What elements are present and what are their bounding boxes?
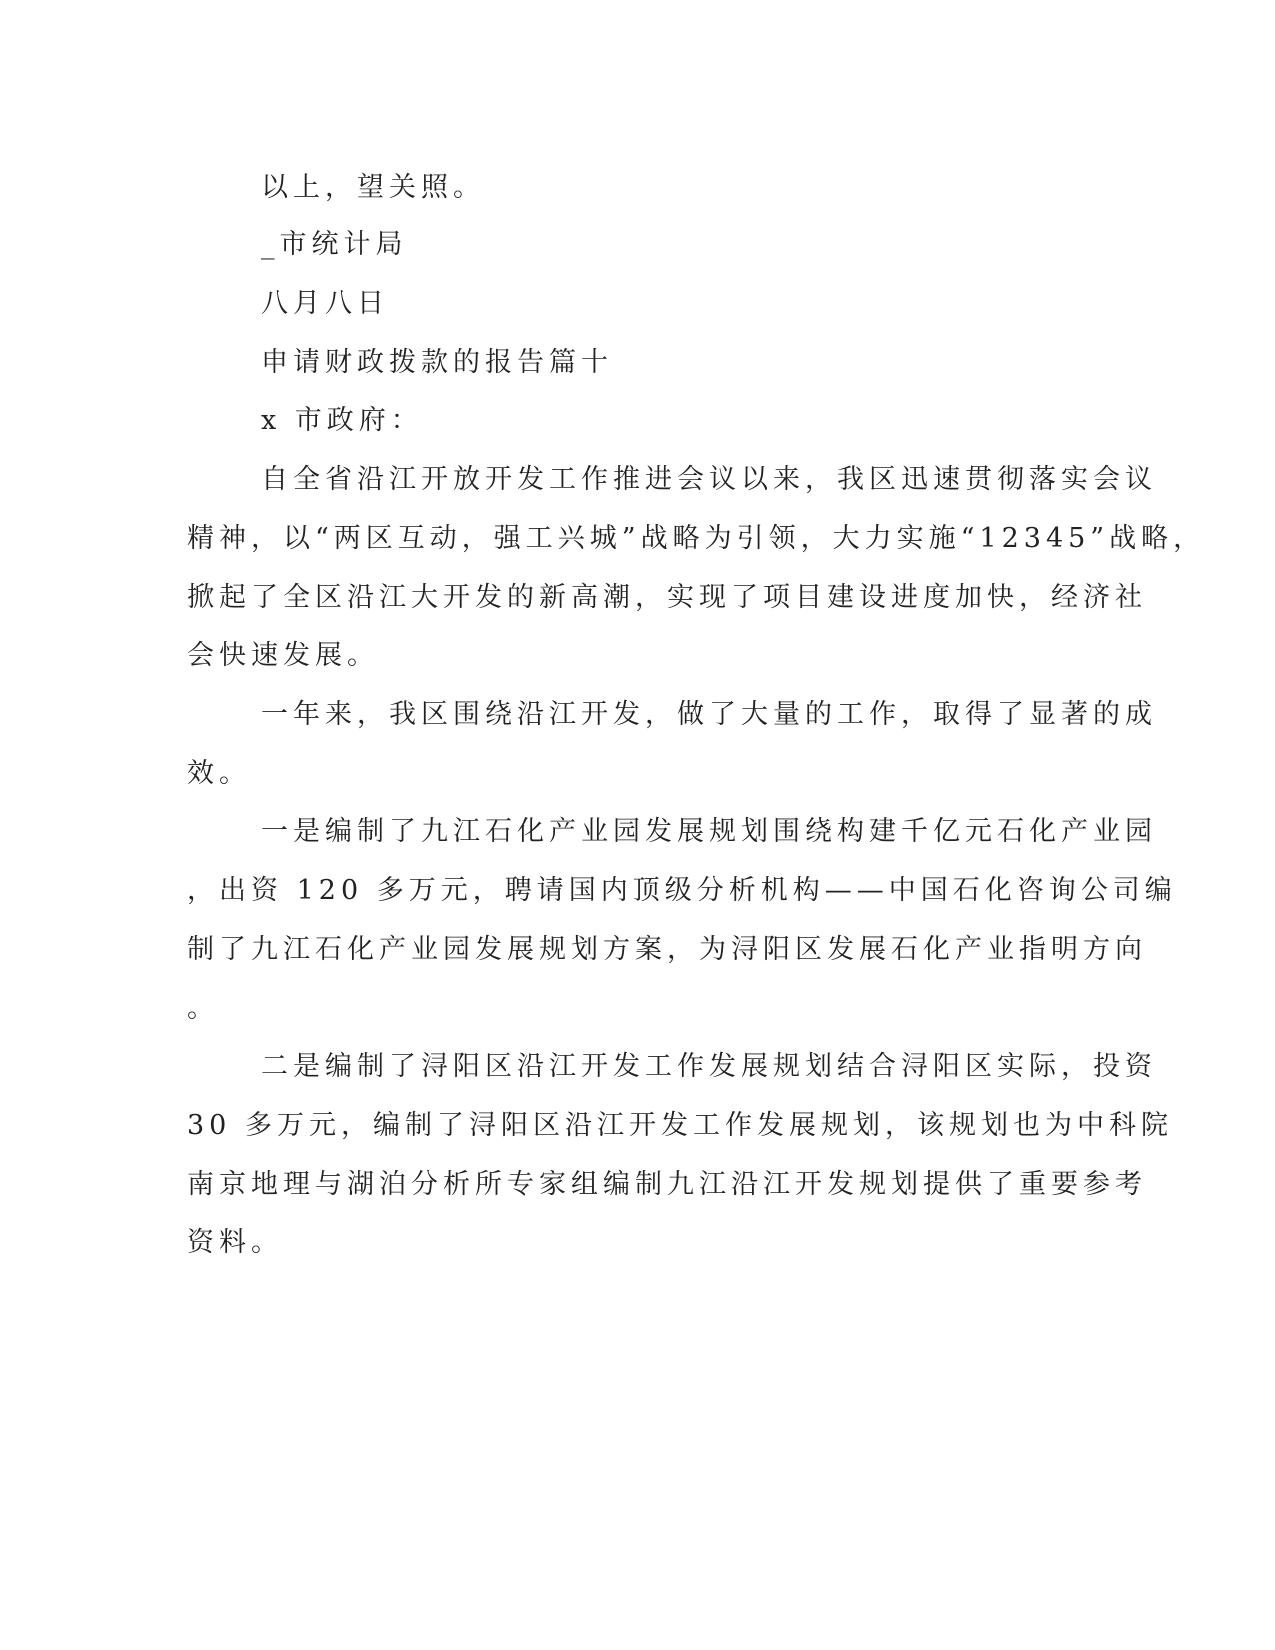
paragraph-line: 制了九江石化产业园发展规划方案，为浔阳区发展石化产业指明方向 [187,934,1147,965]
signature-date: 八月八日 [261,288,389,319]
salutation: x 市政府： [261,405,423,436]
paragraph-line: 自全省沿江开放开发工作推进会议以来，我区迅速贯彻落实会议 [261,464,1157,495]
paragraph-line: 效。 [187,758,251,789]
paragraph-line: 精神，以“两区互动，强工兴城”战略为引领，大力实施“12345”战略， [187,523,1206,554]
paragraph-line: 二是编制了浔阳区沿江开发工作发展规划结合浔阳区实际，投资 [261,1051,1157,1082]
paragraph-line: 30 多万元，编制了浔阳区沿江开发工作发展规划，该规划也为中科院 [187,1110,1173,1141]
paragraph-line: 。 [187,993,219,1024]
signature-org: _市统计局 [261,229,408,260]
section-heading: 申请财政拨款的报告篇十 [261,347,613,378]
paragraph-line: 资料。 [187,1227,283,1258]
paragraph-line: ，出资 120 多万元，聘请国内顶级分析机构——中国石化咨询公司编 [187,875,1177,906]
paragraph-line: 一是编制了九江石化产业园发展规划围绕构建千亿元石化产业园 [261,816,1157,847]
paragraph-line: 掀起了全区沿江大开发的新高潮，实现了项目建设进度加快，经济社 [187,582,1147,613]
paragraph-line: 会快速发展。 [187,640,379,671]
paragraph-line: 南京地理与湖泊分析所专家组编制九江沿江开发规划提供了重要参考 [187,1169,1147,1200]
paragraph-line: 一年来，我区围绕沿江开发，做了大量的工作，取得了显著的成 [261,699,1157,730]
closing-line: 以上，望关照。 [261,172,485,203]
